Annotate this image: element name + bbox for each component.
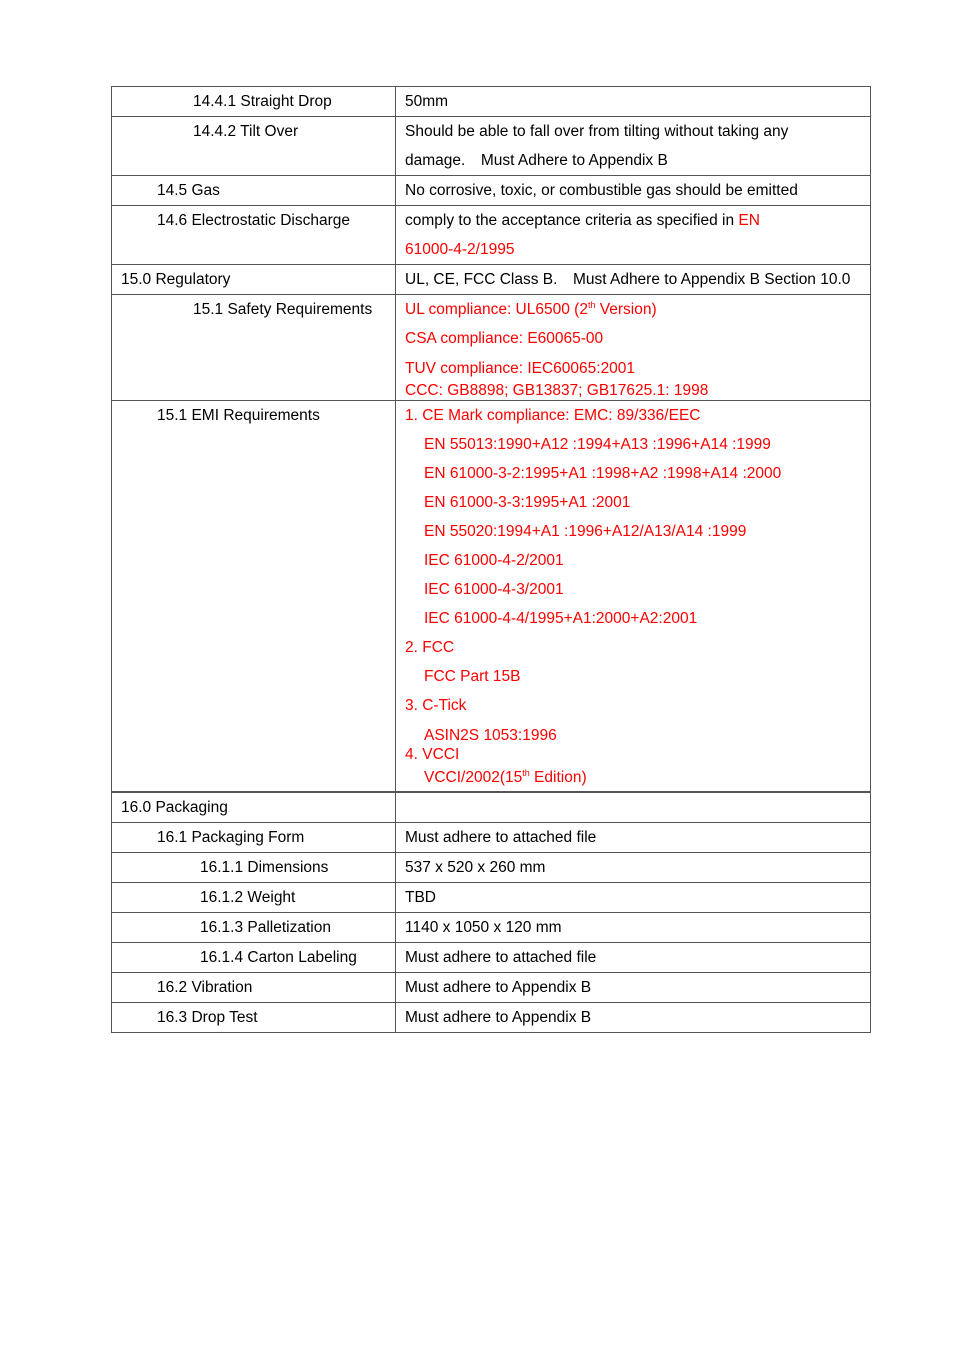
ul-compliance — [396, 295, 870, 324]
ctick-heading: 3. C-Tick — [405, 697, 467, 714]
row-value: Must adhere to Appendix B — [405, 979, 592, 996]
ce-standard: IEC 61000-4-2/2001 — [424, 552, 564, 569]
criteria-text: comply to the acceptance criteria as specified in — [405, 212, 739, 229]
ce-standard: EN 61000-3-3:1995+A1 :2001 — [424, 494, 631, 511]
row-label: 14.4.2 Tilt Over — [193, 123, 299, 140]
standard-ref: EN — [738, 212, 760, 229]
row-label: 16.1 Packaging Form — [157, 829, 305, 846]
specification-table — [111, 86, 871, 1033]
ce-standard: EN 55013:1990+A12 :1994+A13 :1996+A14 :1999 — [424, 436, 771, 453]
fcc-heading: 2. FCC — [405, 639, 455, 656]
ce-standard: IEC 61000-4-3/2001 — [424, 581, 564, 598]
ce-standard: IEC 61000-4-4/1995+A1:2000+A2:2001 — [424, 610, 698, 627]
row-label: 16.0 Packaging — [121, 799, 228, 816]
vcci-text: VCCI/2002(15 — [424, 769, 523, 786]
table-row — [112, 792, 871, 823]
row-value: Must adhere to attached file — [405, 949, 597, 966]
table-row — [112, 401, 871, 793]
ce-standard: EN 55020:1994+A1 :1996+A12/A13/A14 :1999 — [424, 523, 747, 540]
table-row — [112, 87, 871, 117]
row-label: 14.5 Gas — [157, 182, 220, 199]
row-value: 1140 x 1050 x 120 mm — [405, 919, 562, 936]
vcci-superscript: th — [522, 768, 530, 778]
row-value: TBD — [405, 889, 436, 906]
table-row — [112, 973, 871, 1003]
table-row — [112, 913, 871, 943]
row-value: Must adhere to Appendix B — [405, 1009, 592, 1026]
row-label: 16.1.4 Carton Labeling — [200, 949, 357, 966]
ul-text-end: Version) — [595, 301, 657, 318]
ul-superscript: th — [587, 300, 596, 310]
table-row — [112, 117, 871, 176]
row-value: UL, CE, FCC Class B. Must Adhere to Appendix B Section 10.0 — [405, 271, 851, 288]
row-label: 15.1 Safety Requirements — [193, 301, 373, 318]
vcci-heading: 4. VCCI — [405, 746, 460, 763]
table-row — [112, 206, 871, 265]
row-label: 16.2 Vibration — [157, 979, 253, 996]
table-row — [112, 823, 871, 853]
ul-text: UL compliance: UL6500 (2 — [405, 301, 588, 318]
row-label: 15.0 Regulatory — [121, 271, 231, 288]
ctick-standard: ASIN2S 1053:1996 — [424, 727, 557, 744]
tuv-compliance: TUV compliance: IEC60065:2001 — [405, 360, 636, 377]
row-label: 16.1.3 Palletization — [200, 919, 331, 936]
csa-compliance: CSA compliance: E60065-00 — [405, 330, 604, 347]
row-label: 16.3 Drop Test — [157, 1009, 258, 1026]
row-value: 537 x 520 x 260 mm — [405, 859, 546, 876]
row-label: 16.1.1 Dimensions — [200, 859, 329, 876]
ccc-compliance: CCC: GB8898; GB13837; GB17625.1: 1998 — [405, 382, 709, 399]
table-row — [112, 943, 871, 973]
ce-standard: EN 61000-3-2:1995+A1 :1998+A2 :1998+A14 :2000 — [424, 465, 782, 482]
row-value: No corrosive, toxic, or combustible gas should be emitted — [405, 182, 798, 199]
table-row — [112, 883, 871, 913]
row-value — [396, 793, 870, 822]
table-row — [112, 853, 871, 883]
table-row — [112, 265, 871, 295]
row-value-line: damage. Must Adhere to Appendix B — [405, 152, 668, 169]
row-label: 15.1 EMI Requirements — [157, 407, 320, 424]
vcci-standard — [396, 766, 870, 791]
ce-heading: 1. CE Mark compliance: EMC: 89/336/EEC — [405, 407, 701, 424]
table-row — [112, 176, 871, 206]
row-value-line — [396, 206, 870, 235]
vcci-text-end: Edition) — [529, 769, 587, 786]
table-row — [112, 1003, 871, 1033]
row-value: Must adhere to attached file — [405, 829, 597, 846]
standard-ref: 61000-4-2/1995 — [405, 241, 515, 258]
row-label: 14.6 Electrostatic Discharge — [157, 212, 350, 229]
row-label: 14.4.1 Straight Drop — [193, 93, 332, 110]
row-value-line: Should be able to fall over from tilting without taking any — [405, 123, 789, 140]
row-label: 16.1.2 Weight — [200, 889, 296, 906]
fcc-standard: FCC Part 15B — [424, 668, 521, 685]
row-value: 50mm — [405, 93, 449, 110]
table-row — [112, 295, 871, 401]
